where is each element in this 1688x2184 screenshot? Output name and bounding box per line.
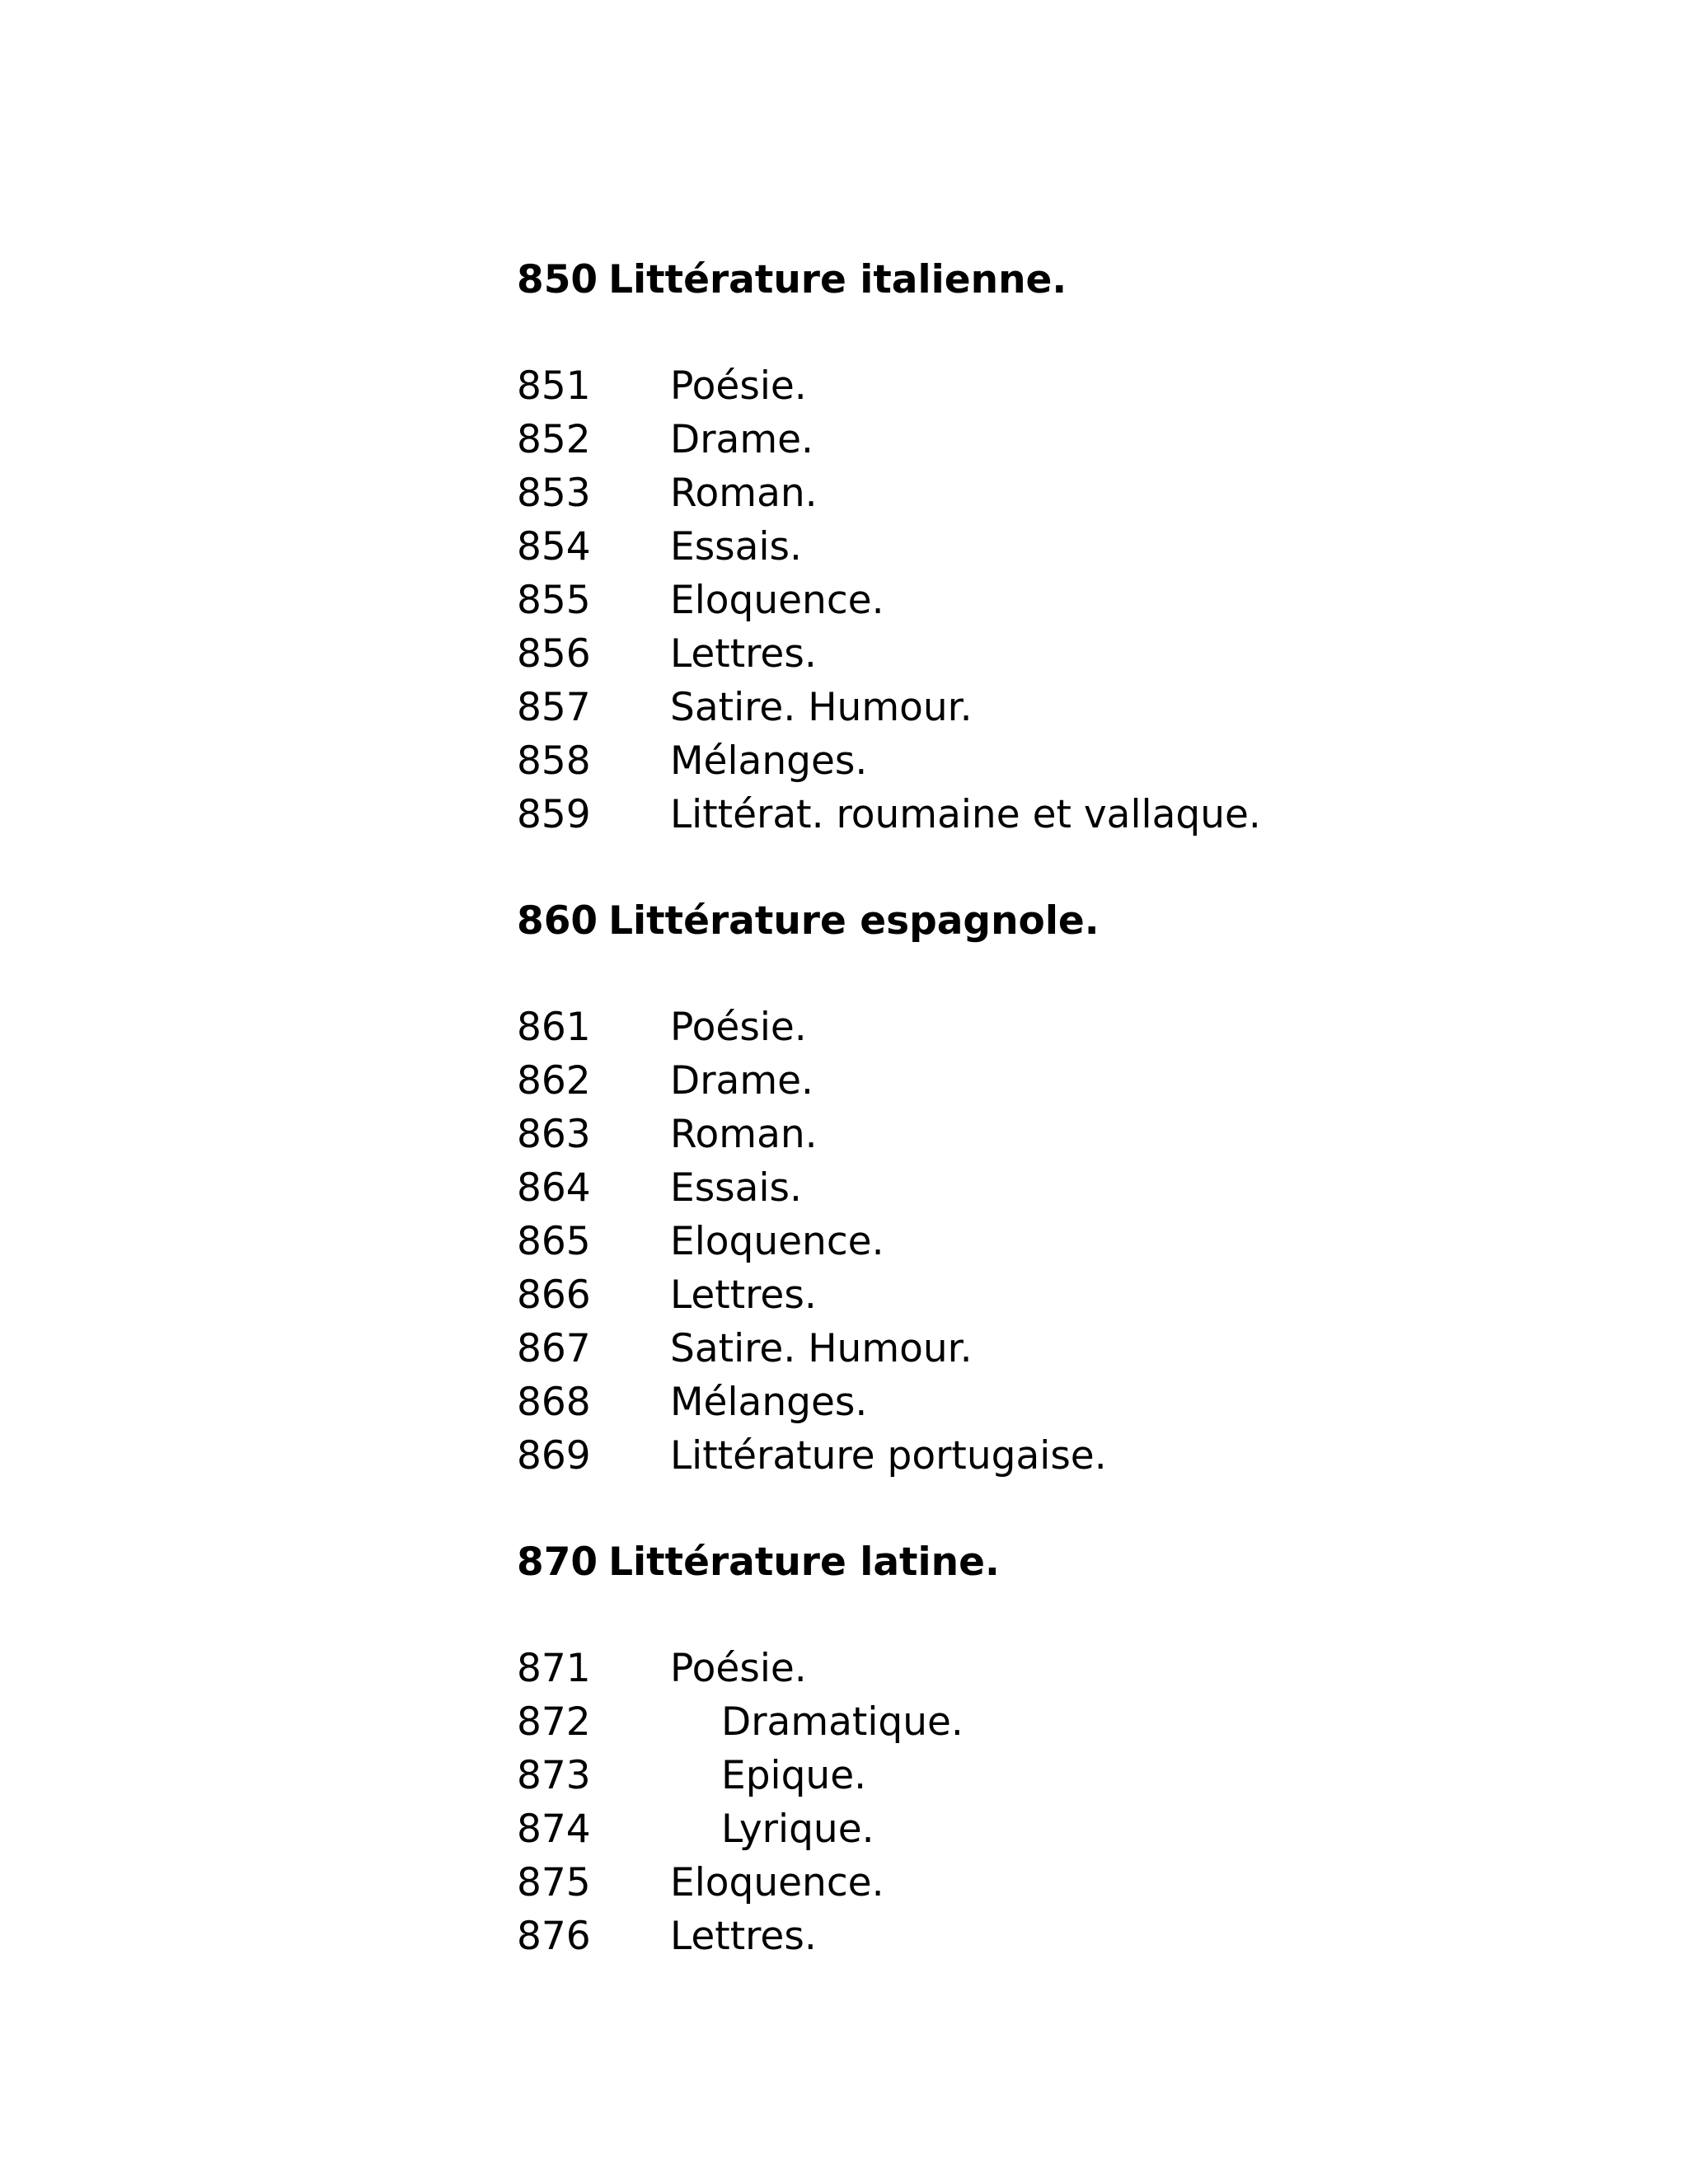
entry-list	[517, 359, 1588, 841]
entry-number: 875	[517, 1860, 591, 1905]
list-item	[517, 413, 1588, 466]
entry-number: 855	[517, 578, 591, 623]
list-item	[517, 734, 1588, 788]
section-number: 870	[517, 1540, 598, 1585]
entry-number: 856	[517, 631, 591, 677]
list-item	[517, 1642, 1588, 1695]
list-item	[517, 1429, 1588, 1483]
entry-number: 865	[517, 1219, 591, 1264]
entry-label: Lettres.	[670, 1272, 817, 1318]
entry-list	[517, 1001, 1588, 1483]
entry-label: Roman.	[670, 1112, 818, 1157]
entry-label: Littérat. roumaine et vallaque.	[670, 792, 1261, 837]
entry-label: Eloquence.	[670, 1860, 884, 1905]
entry-label: Satire. Humour.	[670, 685, 973, 730]
list-item	[517, 574, 1588, 627]
entry-number: 862	[517, 1058, 591, 1104]
entry-number: 854	[517, 524, 591, 569]
entry-label: Eloquence.	[670, 1219, 884, 1264]
entry-list	[517, 1642, 1588, 1963]
entry-number: 858	[517, 738, 591, 784]
entry-label: Essais.	[670, 1165, 802, 1211]
entry-number: 857	[517, 685, 591, 730]
section-850	[517, 254, 1588, 841]
list-item	[517, 788, 1588, 841]
entry-number: 873	[517, 1753, 591, 1798]
list-item	[517, 1695, 1588, 1749]
entry-number: 871	[517, 1646, 591, 1691]
entry-number: 868	[517, 1380, 591, 1425]
list-item	[517, 1054, 1588, 1108]
entry-number: 866	[517, 1272, 591, 1318]
entry-label: Littérature portugaise.	[670, 1433, 1107, 1479]
entry-number: 863	[517, 1112, 591, 1157]
entry-label: Essais.	[670, 524, 802, 569]
section-number: 860	[517, 898, 598, 944]
entry-number: 874	[517, 1807, 591, 1852]
list-item	[517, 1856, 1588, 1910]
entry-label: Drame.	[670, 417, 814, 462]
entry-label: Epique.	[721, 1753, 867, 1798]
entry-label: Poésie.	[670, 1646, 807, 1691]
entry-label: Lettres.	[670, 1914, 817, 1959]
entry-number: 864	[517, 1165, 591, 1211]
list-item	[517, 1376, 1588, 1429]
list-item	[517, 1161, 1588, 1215]
section-title: Littérature latine.	[608, 1540, 1000, 1585]
list-item	[517, 520, 1588, 574]
entry-label: Mélanges.	[670, 1380, 868, 1425]
list-item	[517, 1108, 1588, 1161]
list-item	[517, 681, 1588, 734]
entry-label: Lyrique.	[721, 1807, 874, 1852]
entry-label: Drame.	[670, 1058, 814, 1104]
entry-label: Poésie.	[670, 1005, 807, 1050]
list-item	[517, 1001, 1588, 1054]
list-item	[517, 1749, 1588, 1802]
entry-label: Satire. Humour.	[670, 1326, 973, 1371]
list-item	[517, 1322, 1588, 1376]
entry-label: Eloquence.	[670, 578, 884, 623]
section-number: 850	[517, 257, 598, 302]
section-heading	[517, 1536, 1588, 1589]
entry-label: Dramatique.	[721, 1699, 964, 1745]
entry-number: 861	[517, 1005, 591, 1050]
section-870	[517, 1536, 1588, 1963]
list-item	[517, 359, 1588, 413]
list-item	[517, 466, 1588, 520]
entry-label: Lettres.	[670, 631, 817, 677]
entry-label: Poésie.	[670, 363, 807, 409]
entry-number: 876	[517, 1914, 591, 1959]
section-860	[517, 895, 1588, 1483]
list-item	[517, 627, 1588, 681]
section-heading	[517, 254, 1588, 307]
section-heading	[517, 895, 1588, 948]
entry-number: 859	[517, 792, 591, 837]
entry-label: Roman.	[670, 471, 818, 516]
list-item	[517, 1910, 1588, 1963]
list-item	[517, 1802, 1588, 1856]
list-item	[517, 1215, 1588, 1268]
entry-label: Mélanges.	[670, 738, 868, 784]
entry-number: 872	[517, 1699, 591, 1745]
section-title: Littérature italienne.	[608, 257, 1067, 302]
entry-number: 851	[517, 363, 591, 409]
entry-number: 867	[517, 1326, 591, 1371]
section-title: Littérature espagnole.	[608, 898, 1100, 944]
entry-number: 852	[517, 417, 591, 462]
entry-number: 853	[517, 471, 591, 516]
list-item	[517, 1268, 1588, 1322]
entry-number: 869	[517, 1433, 591, 1479]
